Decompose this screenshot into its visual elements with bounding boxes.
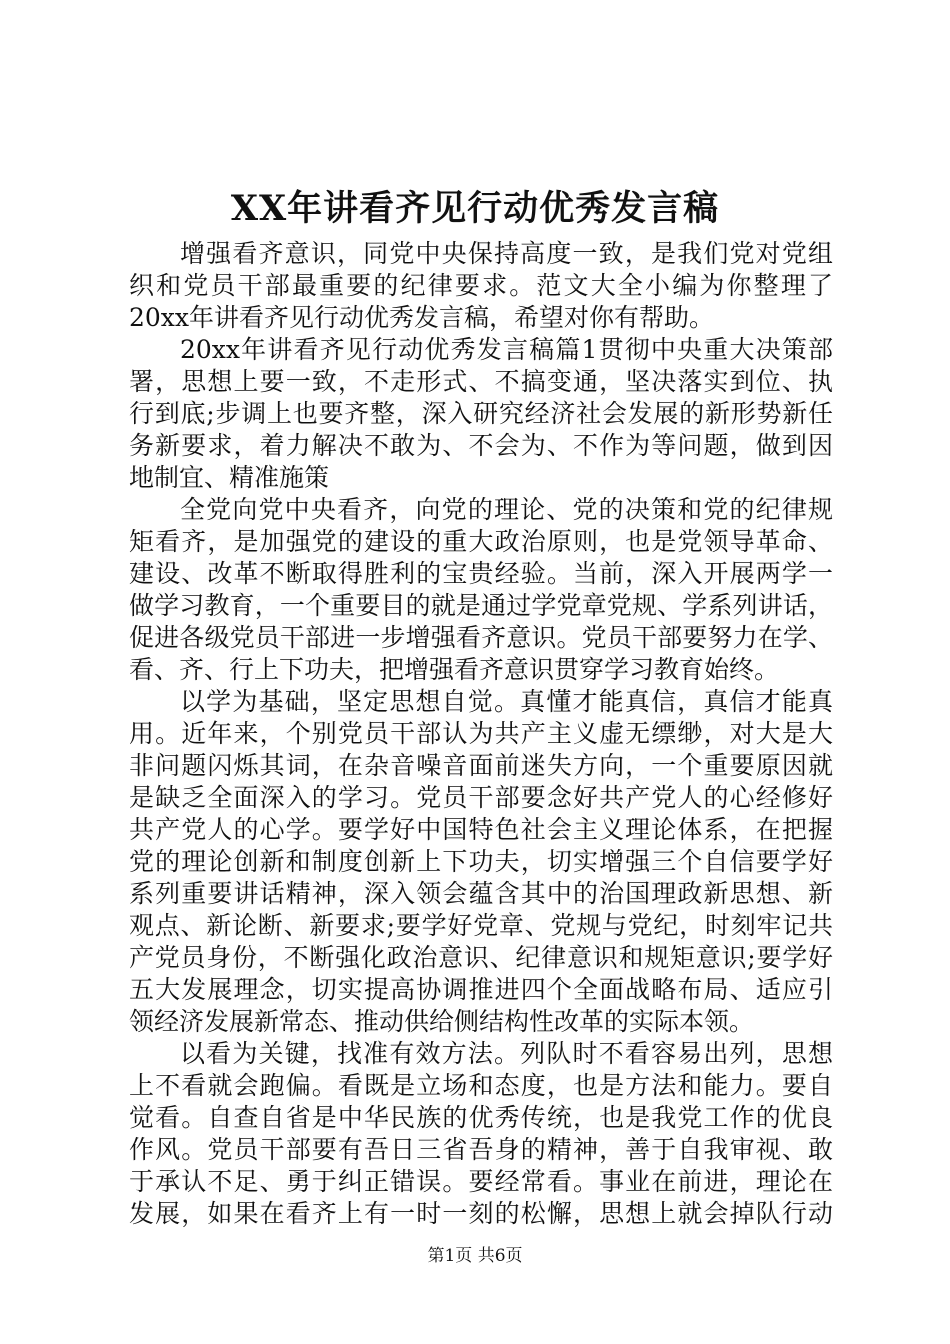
paragraph	[129, 1038, 833, 1230]
paragraph	[129, 334, 833, 494]
text-line: 织和党员干部最重要的纪律要求。范文大全小编为你整理了	[129, 271, 833, 300]
text-line: 是缺乏全面深入的学习。党员干部要念好共产党人的心经修好	[129, 783, 833, 812]
text-line: 发展，如果在看齐上有一时一刻的松懈，思想上就会掉队行动	[129, 1199, 833, 1228]
text-line: 领经济发展新常态、推动供给侧结构性改革的实际本领。	[129, 1007, 755, 1036]
text-line: 看、齐、行上下功夫，把增强看齐意识贯穿学习教育始终。	[129, 655, 780, 684]
text-line: 觉看。自查自省是中华民族的优秀传统，也是我党工作的优良	[129, 1103, 833, 1132]
paragraph	[129, 494, 833, 686]
text-line: 上不看就会跑偏。看既是立场和态度，也是方法和能力。要自	[129, 1071, 833, 1100]
paragraph	[129, 686, 833, 1038]
text-line: 非问题闪烁其词，在杂音噪音面前迷失方向，一个重要原因就	[129, 751, 833, 780]
text-line: 矩看齐，是加强党的建设的重大政治原则，也是党领导革命、	[129, 527, 833, 556]
text-line: 建设、改革不断取得胜利的宝贵经验。当前，深入开展两学一	[129, 559, 833, 588]
text-line: 系列重要讲话精神，深入领会蕴含其中的治国理政新思想、新	[129, 879, 833, 908]
text-line: 以看为关键，找准有效方法。列队时不看容易出列，思想	[180, 1039, 833, 1068]
text-line: 行到底;步调上也要齐整，深入研究经济社会发展的新形势新任	[129, 399, 833, 428]
text-line: 作风。党员干部要有吾日三省吾身的精神，善于自我审视、敢	[129, 1135, 833, 1164]
text-line: 全党向党中央看齐，向党的理论、党的决策和党的纪律规	[180, 495, 833, 524]
text-line: 产党员身份，不断强化政治意识、纪律意识和规矩意识;要学好	[129, 943, 833, 972]
text-line: 用。近年来，个别党员干部认为共产主义虚无缥缈，对大是大	[129, 719, 833, 748]
text-line: 于承认不足、勇于纠正错误。要经常看。事业在前进，理论在	[129, 1167, 833, 1196]
document-title: XX年讲看齐见行动优秀发言稿	[230, 188, 720, 229]
text-line: 促进各级党员干部进一步增强看齐意识。党员干部要努力在学、	[129, 623, 833, 652]
text-line: 地制宜、精准施策	[129, 463, 330, 492]
text-line: 以学为基础，坚定思想自觉。真懂才能真信，真信才能真	[180, 687, 833, 716]
text-line: 做学习教育，一个重要目的就是通过学党章党规、学系列讲话，	[129, 591, 833, 620]
text-line: 务新要求，着力解决不敢为、不会为、不作为等问题，做到因	[129, 431, 833, 460]
page-number-footer: 第1页 共6页	[427, 1246, 523, 1266]
text-line: 共产党人的心学。要学好中国特色社会主义理论体系，在把握	[129, 815, 833, 844]
text-line: 署，思想上要一致，不走形式、不搞变通，坚决落实到位、执	[129, 367, 833, 396]
document-body	[129, 238, 833, 1230]
paragraph	[129, 238, 833, 334]
text-line: 党的理论创新和制度创新上下功夫，切实增强三个自信要学好	[129, 847, 833, 876]
text-line: 增强看齐意识，同党中央保持高度一致，是我们党对党组	[180, 239, 833, 268]
text-line: 20xx年讲看齐见行动优秀发言稿，希望对你有帮助。	[129, 303, 715, 332]
text-line: 五大发展理念，切实提高协调推进四个全面战略布局、适应引	[129, 975, 833, 1004]
text-line: 20xx年讲看齐见行动优秀发言稿篇1贯彻中央重大决策部	[180, 335, 833, 364]
text-line: 观点、新论断、新要求;要学好党章、党规与党纪，时刻牢记共	[129, 911, 833, 940]
